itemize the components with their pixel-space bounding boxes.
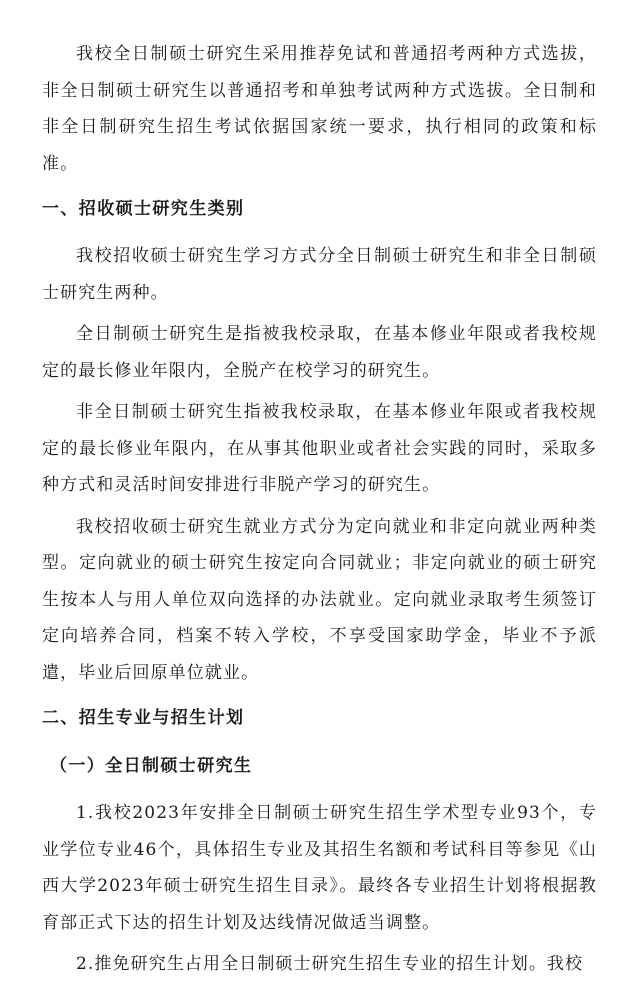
paragraph-employment-modes: 我校招收硕士研究生就业方式分为定向就业和非定向就业两种类型。定向就业的硕士研究生按定向合同就业；非定向就业的硕士研究生按本人与用人单位双向选择的办法就业。定向就业录取考生须签订定向培养合同，档案不转入学校，不享受国家助学金，毕业不予派遣，毕业后回原单位就业。	[42, 516, 597, 683]
paragraph-full-time-definition: 全日制硕士研究生是指被我校录取，在基本修业年限或者我校规定的最长修业年限内，全脱产在校学习的研究生。	[42, 324, 597, 381]
paragraph-study-modes: 我校招收硕士研究生学习方式分全日制硕士研究生和非全日制硕士研究生两种。	[42, 246, 597, 303]
paragraph-plan-item-2: 2.推免研究生占用全日制硕士研究生招生专业的招生计划。我校	[76, 954, 584, 974]
subsection-heading-full-time: （一）全日制硕士研究生	[50, 756, 253, 776]
paragraph-plan-item-1: 1.我校2023年安排全日制硕士研究生招生学术型专业93个，专业学位专业46个，具体招生专业及其招生名额和考试科目等参见《山西大学2023年硕士研究生招生目录》。最终各专业招生计划将根据教育部正式下达的招生计划及达线情况做适当调整。	[42, 803, 597, 933]
section-heading-majors-plan: 二、招生专业与招生计划	[42, 708, 245, 728]
section-heading-categories: 一、招收硕士研究生类别	[42, 199, 245, 219]
paragraph-selection-methods: 我校全日制硕士研究生采用推荐免试和普通招考两种方式选拔，非全日制硕士研究生以普通招考和单独考试两种方式选拔。全日制和非全日制研究生招生考试依据国家统一要求，执行相同的政策和标准。	[42, 44, 597, 174]
paragraph-part-time-definition: 非全日制硕士研究生指被我校录取，在基本修业年限或者我校规定的最长修业年限内，在从事其他职业或者社会实践的同时，采取多种方式和灵活时间安排进行非脱产学习的研究生。	[42, 402, 597, 495]
